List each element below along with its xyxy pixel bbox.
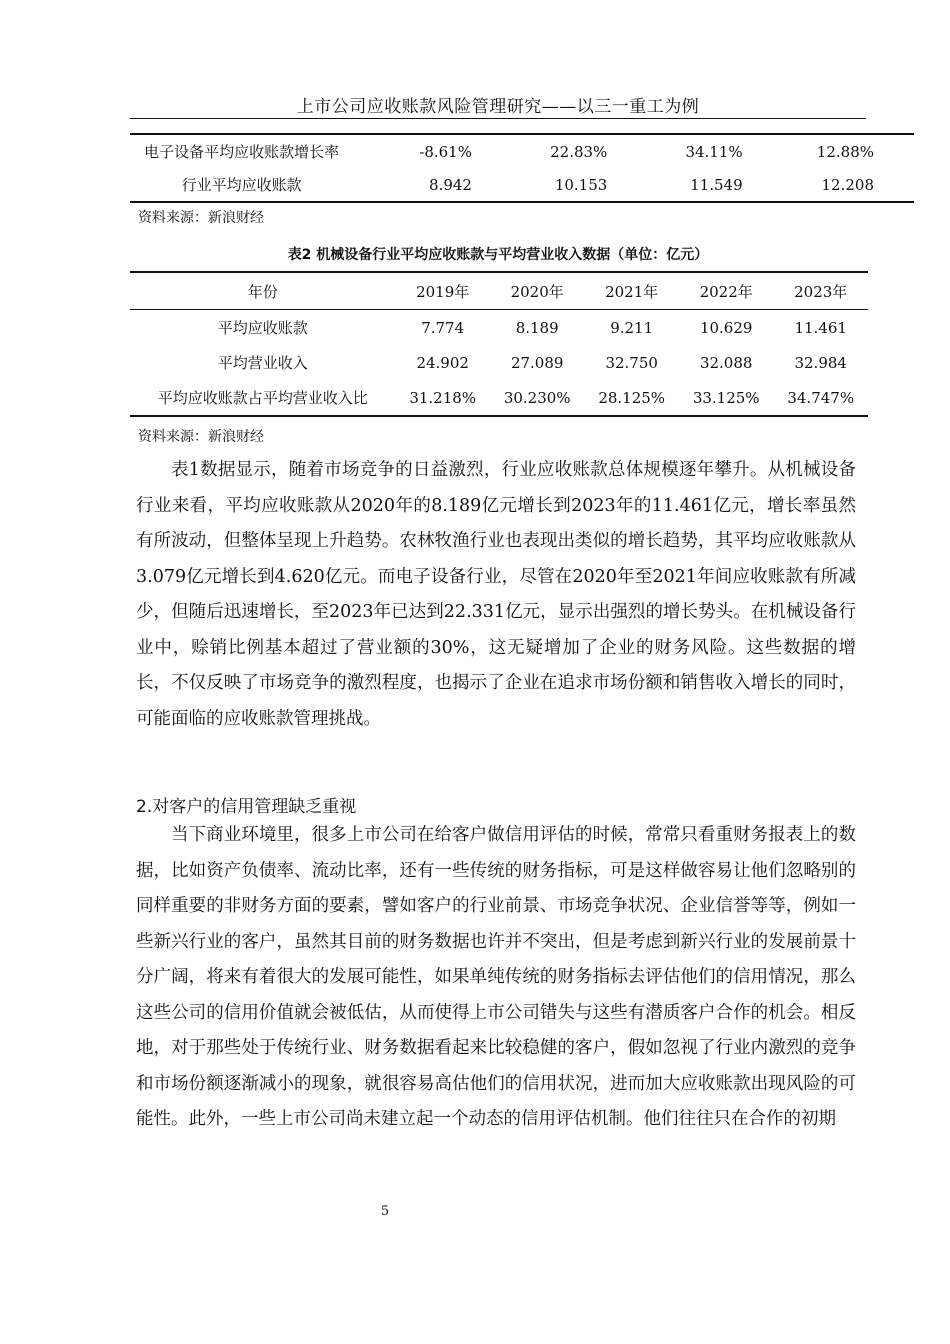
table-cell: -8.61% — [419, 142, 472, 161]
page-header-title: 上市公司应收账款风险管理研究——以三一重工为例 — [296, 97, 700, 117]
table-cell: 34.747% — [787, 388, 855, 407]
table-1-continued — [130, 133, 914, 203]
table-row — [130, 168, 914, 202]
row-label: 平均应收账款占平均营业收入比 — [157, 389, 368, 407]
row-label: 行业平均应收账款 — [181, 176, 302, 194]
table-cell: 8.189 — [515, 318, 559, 337]
table-1-source: 资料来源：新浪财经 — [138, 210, 264, 226]
table-cell: 34.11% — [685, 142, 743, 161]
table-cell: 32.750 — [605, 353, 658, 372]
table-cell: 22.83% — [550, 142, 608, 161]
table-cell: 32.088 — [699, 353, 753, 372]
column-header: 2019年 — [395, 272, 490, 310]
table-row — [130, 345, 868, 380]
table-cell: 11.461 — [794, 318, 847, 337]
table-2-source: 资料来源：新浪财经 — [138, 429, 264, 445]
table-row — [130, 134, 914, 168]
table-cell: 33.125% — [692, 388, 760, 407]
body-paragraph-1: 表1数据显示，随着市场竞争的日益激烈，行业应收账款总体规模逐年攀升。从机械设备行业来看，平均应收账款从2020年的8.189亿元增长到2023年的11.461亿元，增长率虽然有所波动，但整体呈现上升趋势。农林牧渔行业也表现出类似的增长趋势，其平均应收账款从3.079亿元增长到4.620亿元。而电子设备行业，尽管在2020年至2021年间应收账款有所减少，但随后迅速增长，至2023年已达到22.331亿元，显示出强烈的增长势头。在机械设备行业中，赊销比例基本超过了营业额的30%，这无疑增加了企业的财务风险。这些数据的增长，不仅反映了市场竞争的激烈程度，也揭示了企业在追求市场份额和销售收入增长的同时，可能面临的应收账款管理挑战。 — [136, 460, 856, 729]
table-2 — [130, 271, 868, 417]
table-header-row — [130, 272, 868, 310]
table-cell: 32.984 — [794, 353, 847, 372]
table-cell: 11.549 — [690, 175, 743, 194]
section-heading: 2.对客户的信用管理缺乏重视 — [136, 797, 357, 817]
header-rule — [130, 118, 866, 119]
table-cell: 30.230% — [503, 388, 571, 407]
row-label: 平均应收账款 — [217, 319, 308, 337]
table-cell: 10.629 — [699, 318, 753, 337]
table-cell: 9.211 — [610, 318, 654, 337]
table-cell: 8.942 — [429, 175, 472, 194]
table-row — [130, 310, 868, 346]
table-cell: 12.88% — [816, 142, 874, 161]
table-2-caption: 表2 机械设备行业平均应收账款与平均营业收入数据（单位：亿元） — [287, 247, 709, 263]
page-number: 5 — [380, 1204, 390, 1219]
column-header: 年份 — [130, 272, 395, 310]
body-paragraph-2: 当下商业环境里，很多上市公司在给客户做信用评估的时候，常常只看重财务报表上的数据，比如资产负债率、流动比率，还有一些传统的财务指标，可是这样做容易让他们忽略别的同样重要的非财务方面的要素，譬如客户的行业前景、市场竞争状况、企业信誉等等，例如一些新兴行业的客户，虽然其目前的财务数据也许并不突出，但是考虑到新兴行业的发展前景十分广阔，将来有着很大的发展可能性，如果单纯传统的财务指标去评估他们的信用情况，那么这些公司的信用价值就会被低估，从而使得上市公司错失与这些有潜质客户合作的机会。相反地，对于那些处于传统行业、财务数据看起来比较稳健的客户，假如忽视了行业内激烈的竞争和市场份额逐渐减小的现象，就很容易高估他们的信用状况，进而加大应收账款出现风险的可能性。此外，一些上市公司尚未建立起一个动态的信用评估机制。他们往往只在合作的初期 — [136, 825, 856, 1129]
table-cell: 28.125% — [598, 388, 666, 407]
table-cell: 7.774 — [421, 318, 465, 337]
table-cell: 27.089 — [510, 353, 564, 372]
table-row — [130, 380, 868, 416]
column-header: 2023年 — [773, 272, 868, 310]
table-cell: 31.218% — [409, 388, 477, 407]
column-header: 2022年 — [679, 272, 774, 310]
row-label: 电子设备平均应收账款增长率 — [144, 143, 340, 161]
column-header: 2020年 — [490, 272, 585, 310]
column-header: 2021年 — [584, 272, 679, 310]
table-cell: 24.902 — [416, 353, 469, 372]
table-cell: 12.208 — [821, 175, 874, 194]
row-label: 平均营业收入 — [217, 354, 308, 372]
table-cell: 10.153 — [554, 175, 608, 194]
